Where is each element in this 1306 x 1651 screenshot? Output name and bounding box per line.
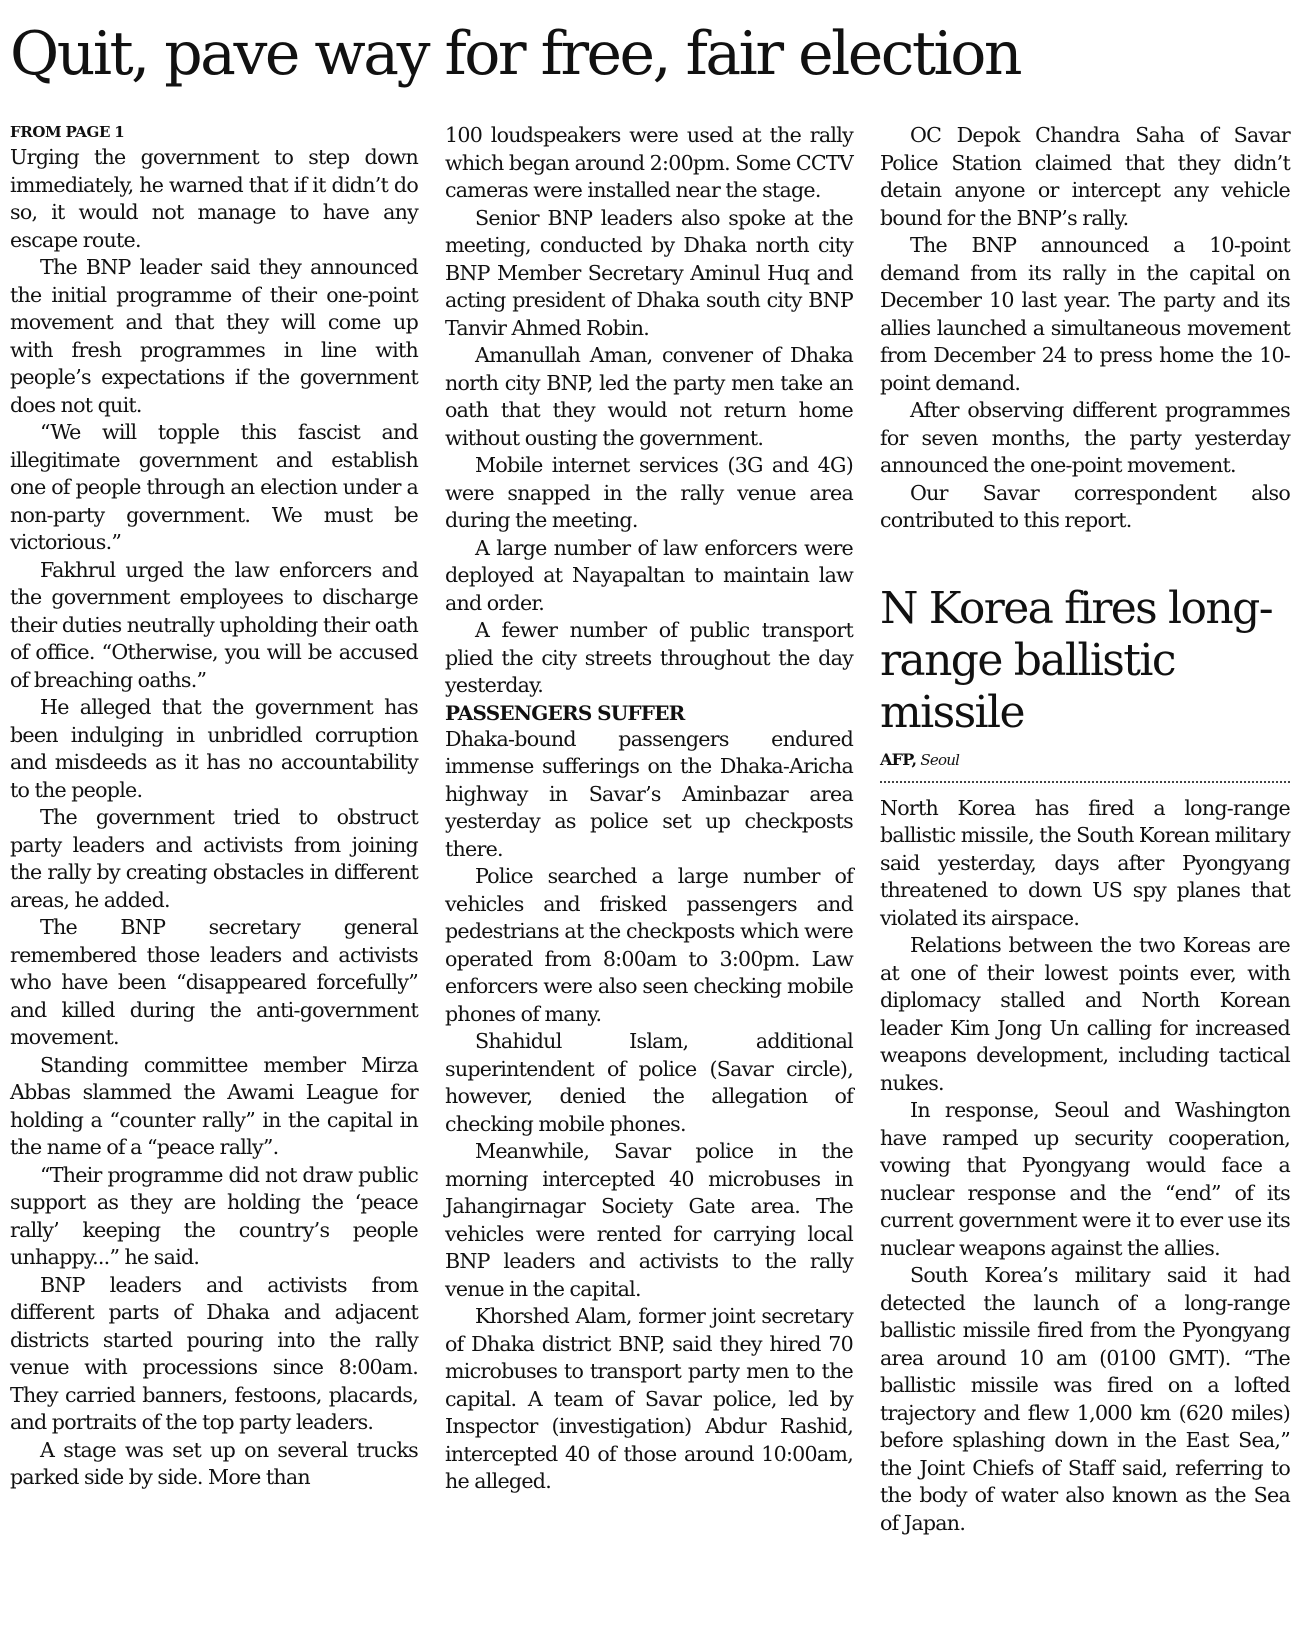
- paragraph: Mobile internet services (3G and 4G) were snapped in the rally venue area during the meeting.: [445, 453, 853, 532]
- paragraph: South Korea’s military said it had detected the launch of a long-range ballistic missile fired from the Pyongyang area around 10 am (0100 GMT). “The ballistic missile was fired on a lofted trajectory and flew 1,000 km (620 miles) before splashing down in the East Sea,” the Joint Chiefs of Staff said, referring to the body of water also known as the Sea of Japan.: [880, 1263, 1290, 1535]
- paragraph: BNP leaders and activists from different parts of Dhaka and adjacent districts started pouring into the rally venue with processions since 8:00am. They carried banners, festoons, placards, and portraits of the top party leaders.: [10, 1272, 418, 1434]
- paragraph: “We will topple this fascist and illegitimate government and establish one of people through an election under a non-party government. We must be victorious.”: [10, 420, 418, 554]
- paragraph: Urging the government to step down immediately, he warned that if it didn’t do so, it would not manage to have any escape route.: [10, 145, 418, 252]
- paragraph: Our Savar correspondent also contributed to this report.: [880, 480, 1290, 532]
- paragraph: 100 loudspeakers were used at the rally which began around 2:00pm. Some CCTV cameras were installed near the stage.: [445, 123, 853, 202]
- paragraph: Police searched a large number of vehicles and frisked passengers and pedestrians at the checkposts which were operated from 8:00am to 3:00pm. Law enforcers were also seen checking mobile phones of many.: [445, 864, 853, 1026]
- paragraph: Khorshed Alam, former joint secretary of Dhaka district BNP, said they hired 70 microbuses to transport party men to the capital. A team of Savar police, led by Inspector (investigation) Abdur Rashid, intercepted 40 of those around 10:00am, he alleged.: [445, 1304, 853, 1493]
- paragraph: Fakhrul urged the law enforcers and the government employees to discharge their duties neutrally upholding their oath of office. “Otherwise, you will be accused of breaching oaths.”: [10, 557, 418, 692]
- byline: [880, 749, 1290, 783]
- paragraph: He alleged that the government has been indulging in unbridled corruption and misdeeds as it has no accountability to the people.: [10, 695, 418, 802]
- paragraph: The BNP announced a 10-point demand from its rally in the capital on December 10 last year. The party and its allies launched a simultaneous movement from December 24 to press home the 10-point demand.: [880, 233, 1290, 395]
- paragraph: “Their programme did not draw public support as they are holding the ‘peace rally’ keeping the country’s people unhappy...” he said.: [10, 1162, 418, 1269]
- paragraph: Dhaka-bound passengers endured immense sufferings on the Dhaka-Aricha highway in Savar’s Aminbazar area yesterday as police set up checkposts there.: [445, 726, 853, 861]
- paragraph: The government tried to obstruct party leaders and activists from joining the rally by creating obstacles in different areas, he added.: [10, 805, 418, 912]
- paragraph: Shahidul Islam, additional superintendent of police (Savar circle), however, denied the allegation of checking mobile phones.: [445, 1029, 853, 1136]
- paragraph: Amanullah Aman, convener of Dhaka north city BNP, led the party men take an oath that they would not return home without ousting the government.: [445, 343, 853, 450]
- paragraph: Senior BNP leaders also spoke at the meeting, conducted by Dhaka north city BNP Member Secretary Aminul Huq and acting president of Dhaka south city BNP Tanvir Ahmed Robin.: [445, 205, 853, 340]
- paragraph: A large number of law enforcers were deployed at Nayapaltan to maintain law and order.: [445, 535, 853, 615]
- paragraph: A fewer number of public transport plied the city streets throughout the day yesterday.: [445, 618, 853, 697]
- subhead-passengers-suffer: PASSENGERS SUFFER: [445, 700, 685, 725]
- byline-place: Seoul: [920, 750, 960, 769]
- second-article-headline: N Korea fires long-range ballistic missile: [880, 582, 1272, 738]
- paragraph: The BNP secretary general remembered those leaders and activists who have been “disappeared forcefully” and killed during the anti-government movement.: [10, 915, 418, 1049]
- paragraph: Meanwhile, Savar police in the morning intercepted 40 microbuses in Jahangirnagar Society Gate area. The vehicles were rented for carrying local BNP leaders and activists to the rally venue in the capital.: [445, 1139, 853, 1301]
- paragraph: Standing committee member Mirza Abbas slammed the Awami League for holding a “counter rally” in the capital in the name of a “peace rally”.: [10, 1052, 418, 1159]
- column-2: [445, 122, 853, 1496]
- paragraph: A stage was set up on several trucks parked side by side. More than: [10, 1437, 418, 1489]
- paragraph: North Korea has fired a long-range ballistic missile, the South Korean military said yesterday, days after Pyongyang threatened to down US spy planes that violated its airspace.: [880, 795, 1290, 930]
- headline: Quit, pave way for free, fair election: [10, 19, 1020, 89]
- column-3: [880, 122, 1290, 1537]
- column-1: [10, 122, 418, 1492]
- paragraph: OC Depok Chandra Saha of Savar Police Station claimed that they didn’t detain anyone or intercept any vehicle bound for the BNP’s rally.: [880, 123, 1290, 230]
- paragraph: The BNP leader said they announced the initial programme of their one-point movement and that they will come up with fresh programmes in line with people’s expectations if the government does not quit.: [10, 255, 418, 417]
- paragraph: Relations between the two Koreas are at one of their lowest points ever, with diplomacy stalled and North Korean leader Kim Jong Un calling for increased weapons development, including tactical nukes.: [880, 933, 1290, 1095]
- paragraph: After observing different programmes for seven months, the party yesterday announced the one-point movement.: [880, 398, 1290, 477]
- from-page-kicker: FROM PAGE 1: [10, 123, 125, 141]
- paragraph: In response, Seoul and Washington have ramped up security cooperation, vowing that Pyongyang would face a nuclear response and the “end” of its current government were it to ever use its nuclear weapons against the allies.: [880, 1098, 1290, 1260]
- byline-agency: AFP,: [880, 749, 917, 769]
